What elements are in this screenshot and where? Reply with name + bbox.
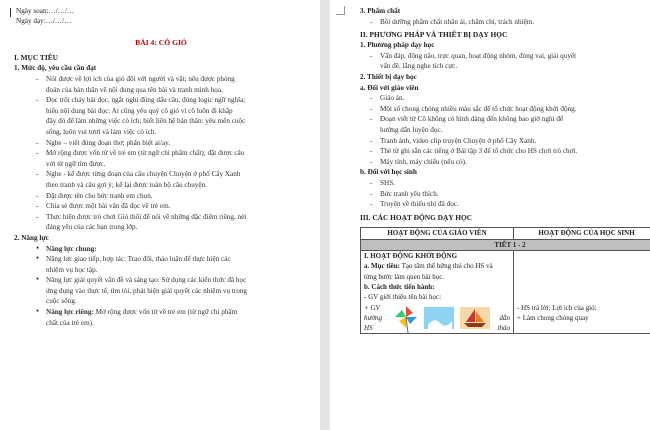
- student-equipment-list: [360, 178, 642, 210]
- for-student-heading: b. Đối với học sinh: [360, 168, 417, 177]
- goal-item: - Đọc trôi chảy bài đọc, ngắt nghỉ đúng dấu câu, đúng logic ngữ nghĩa;: [14, 95, 308, 106]
- activity-title: I. HOẠT ĐỘNG KHỞI ĐỘNG: [364, 251, 458, 260]
- student-column-header: HOẠT ĐỘNG CỦA HỌC SINH: [514, 227, 650, 239]
- for-teacher-heading: a. Đối với giáo viên: [360, 83, 419, 92]
- objective-text: Tạo tâm thế hứng thú cho HS và: [399, 262, 493, 271]
- student-item: - Bức tranh yêu thích.: [360, 189, 642, 200]
- teacher-item-cont: hướng dẫn luyện đọc.: [380, 125, 443, 134]
- methods-list: [360, 51, 642, 72]
- teacher-step-word: HS: [364, 323, 373, 332]
- student-answer: - HS trả lời: Lợi ích của gió:: [517, 303, 597, 312]
- teacher-step-word: dẫn: [499, 313, 510, 322]
- kite-picture-icon: [424, 307, 454, 329]
- teacher-item: - Giáo án.: [360, 93, 642, 104]
- subsection-equipment: 2. Thiết bị dạy học: [360, 72, 417, 81]
- text-cursor: [10, 8, 11, 17]
- objective-line: [364, 261, 510, 271]
- goal-item-cont: hiểu nội dung bài đọc: Ai cũng yêu quý cô gió vì cô luôn đi khắp: [46, 106, 233, 115]
- goal-item-cont: theo tranh và câu gợi ý; kể lại được toàn bộ câu chuyện.: [46, 180, 207, 189]
- pinwheel-illustrations: [392, 303, 492, 333]
- lesson-title: BÀI 4: CÔ GIÓ: [135, 38, 187, 48]
- specific-competence-item: [14, 307, 308, 318]
- teacher-item: - Máy tính, máy chiếu (nếu có).: [360, 157, 642, 168]
- document-page-right: [330, 0, 650, 430]
- specific-competence-text: Mở rộng được vốn từ về trẻ em (từ ngữ chỉ phẩm: [93, 308, 238, 317]
- general-competence-label: ● Năng lực chung:: [14, 244, 308, 255]
- goal-item: - Nghe - kể được từng đoạn của câu chuyện Chuyện ở phố Cây Xanh: [14, 169, 308, 180]
- qualities-list: [360, 17, 642, 28]
- teacher-activity-cell: [361, 250, 514, 333]
- prep-date: Ngày soạn:…/…/…: [16, 7, 75, 15]
- subsection-requirements: 1. Mức độ, yêu cầu cần đạt: [14, 64, 97, 73]
- teacher-item: - Tranh ảnh, video clip truyện Chuyện ở phố Cây Xanh.: [360, 136, 642, 147]
- competence-item-cont: ứng dụng vào thực tế, tìm tòi, phát hiện giải quyết các nhiệm vụ trong: [46, 286, 248, 295]
- subsection-competence: 2. Năng lực: [14, 233, 49, 242]
- subsection-teaching-methods: 1. Phương pháp dạy học: [360, 41, 435, 50]
- goal-item: - Nói được về lợi ích của gió đối với người và vật; nêu được phỏng: [14, 74, 308, 85]
- method-item-cont: vấn đề, lắng nghe tích cực.: [380, 62, 458, 71]
- section-methods: II. PHƯƠNG PHÁP VÀ THIẾT BỊ DẠY HỌC: [360, 30, 508, 40]
- goal-item-cont: với từ ngữ tìm được.: [46, 159, 106, 168]
- teach-date: Ngày dạy:…/…/…: [16, 17, 72, 26]
- competence-list: [14, 244, 308, 329]
- goal-item-cont: đây đó để làm những việc có ích; biết liên hệ bản thân: yêu mến cuộc: [46, 117, 246, 126]
- activities-table: [360, 227, 650, 334]
- period-row: TIẾT 1 - 2: [361, 239, 650, 250]
- section-objectives: I. MỤC TIÊU: [14, 53, 59, 63]
- objective-label: a. Mục tiêu:: [364, 262, 400, 271]
- teacher-step-with-images: [364, 303, 510, 333]
- competence-item-cont: cuộc sống.: [46, 297, 77, 306]
- student-item: - SHS.: [360, 178, 642, 189]
- teacher-step: - GV giới thiệu tên bài học:: [364, 293, 442, 302]
- specific-competence-cont: chất của trẻ em).: [46, 318, 94, 327]
- goal-item: - Mở rộng được vốn từ về trẻ em (từ ngữ chỉ phẩm chất); đặt được câu: [14, 148, 308, 159]
- goals-list: [14, 74, 308, 233]
- objective-line-cont: từng bước làm quen bài học.: [364, 272, 445, 281]
- sailboat-picture-icon: [460, 307, 490, 329]
- method-item: - Vấn đáp, động não, trực quan, hoạt động nhóm, đóng vai, giải quyết: [360, 51, 642, 62]
- goal-item-cont: đáng yêu của các bạn trong lớp.: [46, 223, 138, 232]
- page-gutter: [320, 0, 330, 430]
- competence-item: ● Năng lực giao tiếp, hợp tác: Trao đổi, thảo luận để thực hiện các: [14, 254, 308, 265]
- goal-item: - Thực hiện được trò chơi Gió thổi để nói về những đặc điểm riêng, nét: [14, 212, 308, 223]
- section-activities: III. CÁC HOẠT ĐỘNG DẠY HỌC: [360, 212, 473, 222]
- teacher-step-word: hướng: [364, 313, 383, 322]
- competence-item: ● Năng lực giải quyết vấn đề và sáng tạo: Sử dụng các kiến thức đã học: [14, 275, 308, 286]
- document-page-left: [0, 0, 320, 430]
- subsection-qualities: 3. Phẩm chất: [360, 7, 401, 15]
- teacher-column-header: HOẠT ĐỘNG CỦA GIÁO VIÊN: [361, 227, 514, 239]
- quality-item: - Bồi dưỡng phẩm chất nhân ái, chăm chỉ, trách nhiệm.: [360, 17, 642, 28]
- teacher-equipment-list: [360, 93, 642, 167]
- procedure-label: b. Cách thức tiến hành:: [364, 282, 435, 291]
- goal-item-cont: sống, luôn vui tươi và làm việc có ích.: [46, 127, 157, 136]
- goal-item: - Đặt được tên cho bức tranh em chọn.: [14, 191, 308, 202]
- specific-competence-label: Năng lực riêng:: [46, 308, 94, 317]
- teacher-step-word: thảo: [497, 323, 510, 332]
- teacher-step-word: + GV: [364, 303, 380, 312]
- teacher-item: - Một số chong chóng nhiều màu sắc để tổ chức hoạt động khởi động.: [360, 104, 642, 115]
- goal-item-cont: đoán của bản thân về nội dung qua tên bài và tranh minh họa.: [46, 85, 223, 94]
- student-item: - Truyện về thiếu nhi đã đọc.: [360, 199, 642, 210]
- goal-item: - Chia sẻ được một bài văn đã đọc về trẻ em.: [14, 201, 308, 212]
- teacher-item: - Thẻ từ ghi sẵn các tiếng ở Bài tập 3 để tổ chức cho HS chơi trò chơi.: [360, 146, 642, 157]
- student-cell-spacer: [517, 251, 650, 303]
- student-answer-item: + Làm chong chóng quay: [517, 314, 589, 323]
- pinwheel-icon: [395, 306, 417, 333]
- competence-item-cont: nhiệm vụ học tập.: [46, 265, 98, 274]
- teacher-item: - Đoạn viết từ Cô không có hình dáng đến không bao giờ nghỉ để: [360, 114, 642, 125]
- margin-corner-mark: [336, 6, 345, 15]
- student-activity-cell: [514, 250, 650, 333]
- goal-item: - Nghe – viết đúng đoạn thơ; phân biệt ai/ay.: [14, 138, 308, 149]
